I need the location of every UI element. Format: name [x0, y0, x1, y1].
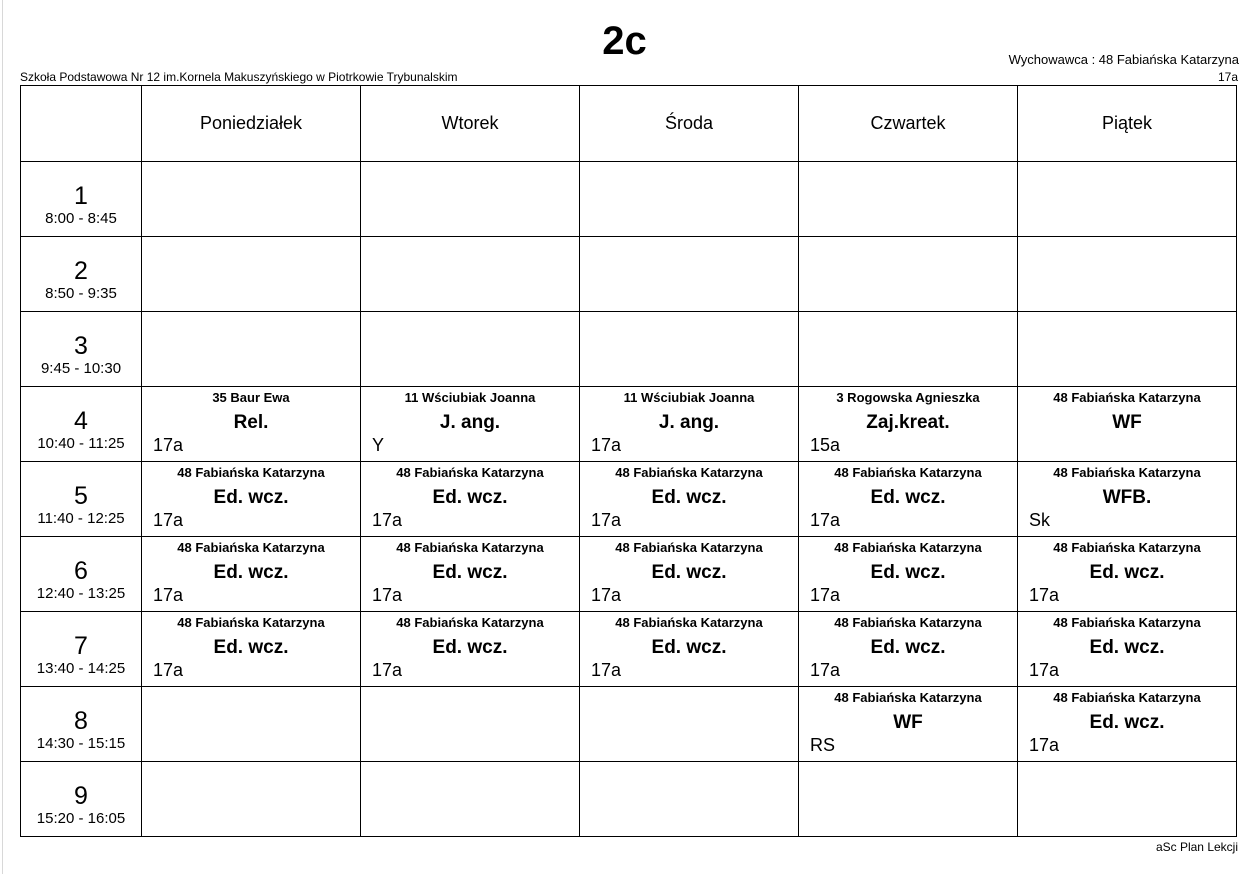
day-header-tuesday: Wtorek — [361, 86, 580, 162]
period-row — [21, 312, 1237, 387]
lesson-cell — [361, 612, 580, 687]
lesson-cell — [142, 537, 361, 612]
day-header-wednesday: Środa — [580, 86, 799, 162]
lesson-subject: Ed. wcz. — [213, 487, 289, 508]
period-label — [21, 237, 142, 312]
lesson-subject: J. ang. — [658, 412, 720, 433]
period-number: 4 — [74, 407, 88, 435]
lesson-teacher: 35 Baur Ewa — [212, 390, 290, 405]
period-label — [21, 612, 142, 687]
lesson-cell — [1018, 687, 1237, 762]
lesson-subject: Ed. wcz. — [1089, 637, 1165, 658]
lesson-cell — [799, 612, 1018, 687]
period-row — [21, 462, 1237, 537]
page-edge-line — [2, 0, 3, 874]
lesson-cell — [142, 387, 361, 462]
lesson-teacher: 48 Fabiańska Katarzyna — [177, 615, 325, 630]
lesson-teacher: 48 Fabiańska Katarzyna — [396, 540, 544, 555]
lesson-teacher: 48 Fabiańska Katarzyna — [1053, 465, 1201, 480]
lesson-room: 17a — [591, 660, 622, 680]
empty-cell — [799, 762, 1018, 837]
lesson-subject: Ed. wcz. — [870, 487, 946, 508]
empty-cell — [799, 237, 1018, 312]
lesson-room: 17a — [810, 585, 841, 605]
lesson-teacher: 48 Fabiańska Katarzyna — [834, 690, 982, 705]
period-label — [21, 162, 142, 237]
homeroom-teacher: Wychowawca : 48 Fabiańska Katarzyna — [1008, 52, 1239, 67]
lesson-cell — [142, 612, 361, 687]
lesson-subject: Ed. wcz. — [651, 637, 727, 658]
lesson-room: 17a — [153, 585, 184, 605]
lesson-room: 17a — [591, 510, 622, 530]
lesson-room: 17a — [810, 510, 841, 530]
lesson-room: 17a — [1029, 660, 1060, 680]
empty-cell — [142, 687, 361, 762]
period-row — [21, 762, 1237, 837]
empty-cell — [580, 312, 799, 387]
empty-cell — [361, 687, 580, 762]
lesson-subject: Ed. wcz. — [432, 487, 508, 508]
period-time: 8:00 - 8:45 — [45, 210, 117, 227]
home-room-label: 17a — [1217, 70, 1238, 84]
empty-cell — [361, 312, 580, 387]
period-label — [21, 312, 142, 387]
period-time: 12:40 - 13:25 — [36, 585, 126, 602]
empty-cell — [361, 162, 580, 237]
lesson-teacher: 48 Fabiańska Katarzyna — [177, 465, 325, 480]
lesson-room: 17a — [372, 510, 403, 530]
lesson-subject: Ed. wcz. — [1089, 562, 1165, 583]
timetable-body — [21, 162, 1237, 837]
empty-cell — [580, 687, 799, 762]
period-number: 8 — [74, 707, 88, 735]
class-title: 2c — [602, 19, 647, 63]
timetable — [20, 85, 1237, 837]
empty-cell — [142, 762, 361, 837]
lesson-cell — [799, 387, 1018, 462]
lesson-cell — [799, 687, 1018, 762]
lesson-cell — [580, 612, 799, 687]
lesson-subject: Ed. wcz. — [213, 637, 289, 658]
lesson-cell — [361, 462, 580, 537]
lesson-cell — [361, 387, 580, 462]
day-header-friday: Piątek — [1018, 86, 1237, 162]
header-corner — [21, 86, 142, 162]
lesson-room: Y — [372, 435, 385, 455]
period-row — [21, 612, 1237, 687]
lesson-cell — [580, 537, 799, 612]
period-label — [21, 537, 142, 612]
period-time: 15:20 - 16:05 — [36, 810, 126, 827]
lesson-cell — [1018, 387, 1237, 462]
lesson-subject: Zaj.kreat. — [866, 412, 950, 433]
lesson-cell — [1018, 612, 1237, 687]
empty-cell — [361, 762, 580, 837]
period-label — [21, 387, 142, 462]
empty-cell — [142, 162, 361, 237]
empty-cell — [1018, 162, 1237, 237]
lesson-cell — [799, 537, 1018, 612]
lesson-subject: WFB. — [1102, 487, 1152, 508]
period-number: 3 — [74, 332, 88, 360]
days-header-row — [21, 86, 1237, 162]
lesson-cell — [1018, 537, 1237, 612]
period-time: 9:45 - 10:30 — [40, 360, 122, 377]
lesson-teacher: 48 Fabiańska Katarzyna — [177, 540, 325, 555]
period-time: 8:50 - 9:35 — [45, 285, 117, 302]
lesson-teacher: 48 Fabiańska Katarzyna — [1053, 690, 1201, 705]
lesson-teacher: 11 Wściubiak Joanna — [404, 390, 536, 405]
lesson-subject: Rel. — [233, 412, 269, 433]
period-number: 2 — [74, 257, 88, 285]
lesson-subject: Ed. wcz. — [870, 562, 946, 583]
period-row — [21, 387, 1237, 462]
lesson-subject: Ed. wcz. — [651, 562, 727, 583]
period-label — [21, 687, 142, 762]
lesson-teacher: 48 Fabiańska Katarzyna — [396, 465, 544, 480]
period-row — [21, 162, 1237, 237]
period-row — [21, 687, 1237, 762]
period-time: 14:30 - 15:15 — [36, 735, 126, 752]
lesson-room: 17a — [153, 435, 184, 455]
lesson-teacher: 48 Fabiańska Katarzyna — [1053, 540, 1201, 555]
lesson-cell — [361, 537, 580, 612]
lesson-subject: Ed. wcz. — [432, 637, 508, 658]
lesson-room: Sk — [1029, 510, 1051, 530]
empty-cell — [1018, 762, 1237, 837]
period-row — [21, 237, 1237, 312]
lesson-room: 17a — [153, 660, 184, 680]
lesson-teacher: 48 Fabiańska Katarzyna — [615, 615, 763, 630]
lesson-room: 17a — [1029, 585, 1060, 605]
lesson-subject: Ed. wcz. — [870, 637, 946, 658]
lesson-cell — [799, 462, 1018, 537]
lesson-teacher: 3 Rogowska Agnieszka — [836, 390, 980, 405]
lesson-subject: WF — [893, 712, 923, 733]
lesson-teacher: 48 Fabiańska Katarzyna — [834, 615, 982, 630]
period-time: 10:40 - 11:25 — [37, 435, 125, 452]
period-time: 11:40 - 12:25 — [37, 510, 125, 527]
lesson-cell — [142, 462, 361, 537]
empty-cell — [580, 162, 799, 237]
lesson-subject: Ed. wcz. — [651, 487, 727, 508]
empty-cell — [580, 237, 799, 312]
footer-credit: aSc Plan Lekcji — [1155, 840, 1238, 854]
lesson-teacher: 48 Fabiańska Katarzyna — [396, 615, 544, 630]
lesson-room: RS — [810, 735, 836, 755]
empty-cell — [1018, 237, 1237, 312]
lesson-teacher: 11 Wściubiak Joanna — [623, 390, 755, 405]
empty-cell — [580, 762, 799, 837]
period-time: 13:40 - 14:25 — [36, 660, 126, 677]
empty-cell — [1018, 312, 1237, 387]
lesson-room: 17a — [591, 585, 622, 605]
empty-cell — [799, 162, 1018, 237]
lesson-room: 15a — [810, 435, 841, 455]
period-number: 7 — [74, 632, 88, 660]
empty-cell — [142, 312, 361, 387]
lesson-room: 17a — [153, 510, 184, 530]
lesson-room: 17a — [810, 660, 841, 680]
lesson-teacher: 48 Fabiańska Katarzyna — [834, 465, 982, 480]
lesson-subject: Ed. wcz. — [432, 562, 508, 583]
period-label — [21, 762, 142, 837]
lesson-teacher: 48 Fabiańska Katarzyna — [1053, 390, 1201, 405]
lesson-teacher: 48 Fabiańska Katarzyna — [615, 465, 763, 480]
empty-cell — [142, 237, 361, 312]
lesson-room: 17a — [591, 435, 622, 455]
period-number: 9 — [74, 782, 88, 810]
lesson-room: 17a — [372, 660, 403, 680]
lesson-cell — [580, 387, 799, 462]
empty-cell — [799, 312, 1018, 387]
lesson-cell — [580, 462, 799, 537]
school-name: Szkoła Podstawowa Nr 12 im.Kornela Makuszyńskiego w Piotrkowie Trybunalskim — [20, 70, 458, 84]
empty-cell — [361, 237, 580, 312]
period-number: 6 — [74, 557, 88, 585]
lesson-teacher: 48 Fabiańska Katarzyna — [615, 540, 763, 555]
lesson-subject: J. ang. — [439, 412, 501, 433]
day-header-thursday: Czwartek — [799, 86, 1018, 162]
period-row — [21, 537, 1237, 612]
lesson-room: 17a — [372, 585, 403, 605]
lesson-cell — [1018, 462, 1237, 537]
lesson-teacher: 48 Fabiańska Katarzyna — [834, 540, 982, 555]
period-number: 1 — [74, 182, 88, 210]
lesson-subject: Ed. wcz. — [213, 562, 289, 583]
period-label — [21, 462, 142, 537]
day-header-monday: Poniedziałek — [142, 86, 361, 162]
lesson-subject: Ed. wcz. — [1089, 712, 1165, 733]
lesson-subject: WF — [1112, 412, 1142, 433]
period-number: 5 — [74, 482, 88, 510]
lesson-room: 17a — [1029, 735, 1060, 755]
lesson-teacher: 48 Fabiańska Katarzyna — [1053, 615, 1201, 630]
